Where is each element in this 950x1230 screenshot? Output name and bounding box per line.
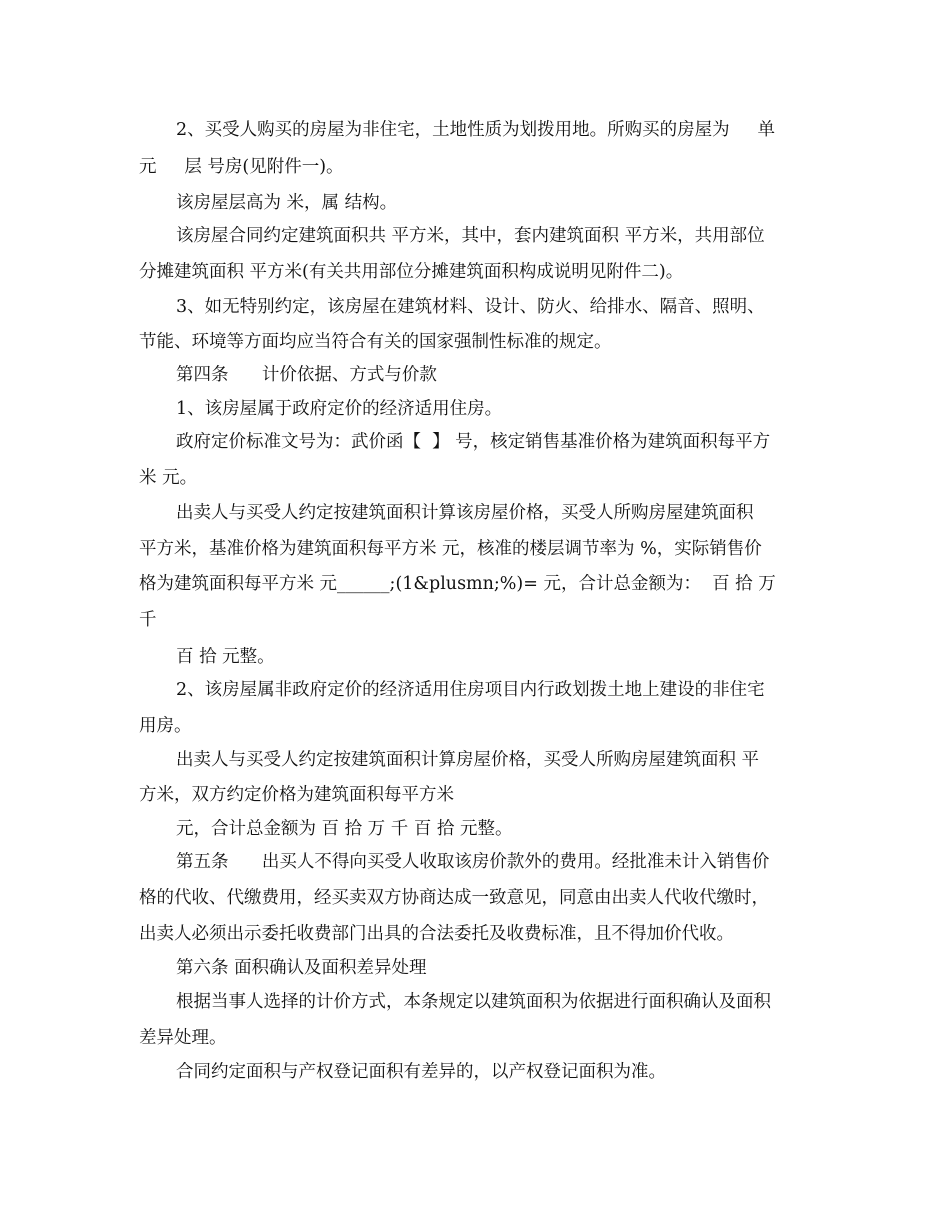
text-line: 元，合计总金额为 百 拾 万 千 百 拾 元整。 — [176, 819, 513, 839]
section-heading: 第六条 面积确认及面积差异处理 — [176, 958, 427, 978]
text-line: 2、买受人购买的房屋为非住宅，土地性质为划拨用地。所购买的房屋为 单 — [176, 120, 775, 140]
text-line: 3、如无特别约定，该房屋在建筑材料、设计、防火、给排水、隔音、照明、 — [176, 297, 765, 317]
text-line: 该房屋合同约定建筑面积共 平方米，其中，套内建筑面积 平方米，共用部位 — [176, 226, 765, 246]
section-heading: 第四条 计价依据、方式与价款 — [176, 365, 437, 385]
text-line: 元 层 号房(见附件一)。 — [139, 157, 344, 177]
text-line: 米 元。 — [139, 468, 198, 488]
text-line: 方米，双方约定价格为建筑面积每平方米 — [139, 785, 454, 805]
text-line: 2、该房屋属非政府定价的经济适用住房项目内行政划拨土地上建设的非住宅 — [176, 680, 765, 700]
text-line: 千 — [139, 610, 157, 630]
text-line: 出卖人与买受人约定按建筑面积计算该房屋价格，买受人所购房屋建筑面积 — [176, 503, 754, 523]
text-line: 平方米，基准价格为建筑面积每平方米 元，核准的楼层调节率为 %，实际销售价 — [139, 539, 762, 559]
text-line: 合同约定面积与产权登记面积有差异的，以产权登记面积为准。 — [176, 1062, 666, 1082]
text-line: 出卖人必须出示委托收费部门出具的合法委托及收费标准，且不得加价代收。 — [139, 924, 734, 944]
text-line: 用房。 — [139, 716, 192, 736]
text-line: 1、该房屋属于政府定价的经济适用住房。 — [176, 399, 503, 419]
text-line: 分摊建筑面积 平方米(有关共用部位分摊建筑面积构成说明见附件二)。 — [139, 262, 684, 282]
text-line: 节能、环境等方面均应当符合有关的国家强制性标准的规定。 — [139, 332, 612, 352]
section-heading: 第五条 出买人不得向买受人收取该房价款外的费用。经批准未计入销售价 — [176, 852, 770, 872]
text-line: 政府定价标准文号为：武价函【 】 号，核定销售基准价格为建筑面积每平方 — [176, 432, 771, 452]
text-line: 根据当事人选择的计价方式，本条规定以建筑面积为依据进行面积确认及面积 — [176, 992, 771, 1012]
text-line: 差异处理。 — [139, 1028, 227, 1048]
text-line: 出卖人与买受人约定按建筑面积计算房屋价格，买受人所购房屋建筑面积 平 — [176, 750, 760, 770]
text-line: 百 拾 元整。 — [176, 647, 275, 667]
text-line: 该房屋层高为 米，属 结构。 — [176, 193, 398, 213]
text-line: 格的代收、代缴费用，经买卖双方协商达成一致意见，同意由出卖人代收代缴时， — [139, 888, 769, 908]
text-line: 格为建筑面积每平方米 元______;(1&plusmn;%)= 元，合计总金额为： 百 拾 万 — [139, 574, 776, 594]
